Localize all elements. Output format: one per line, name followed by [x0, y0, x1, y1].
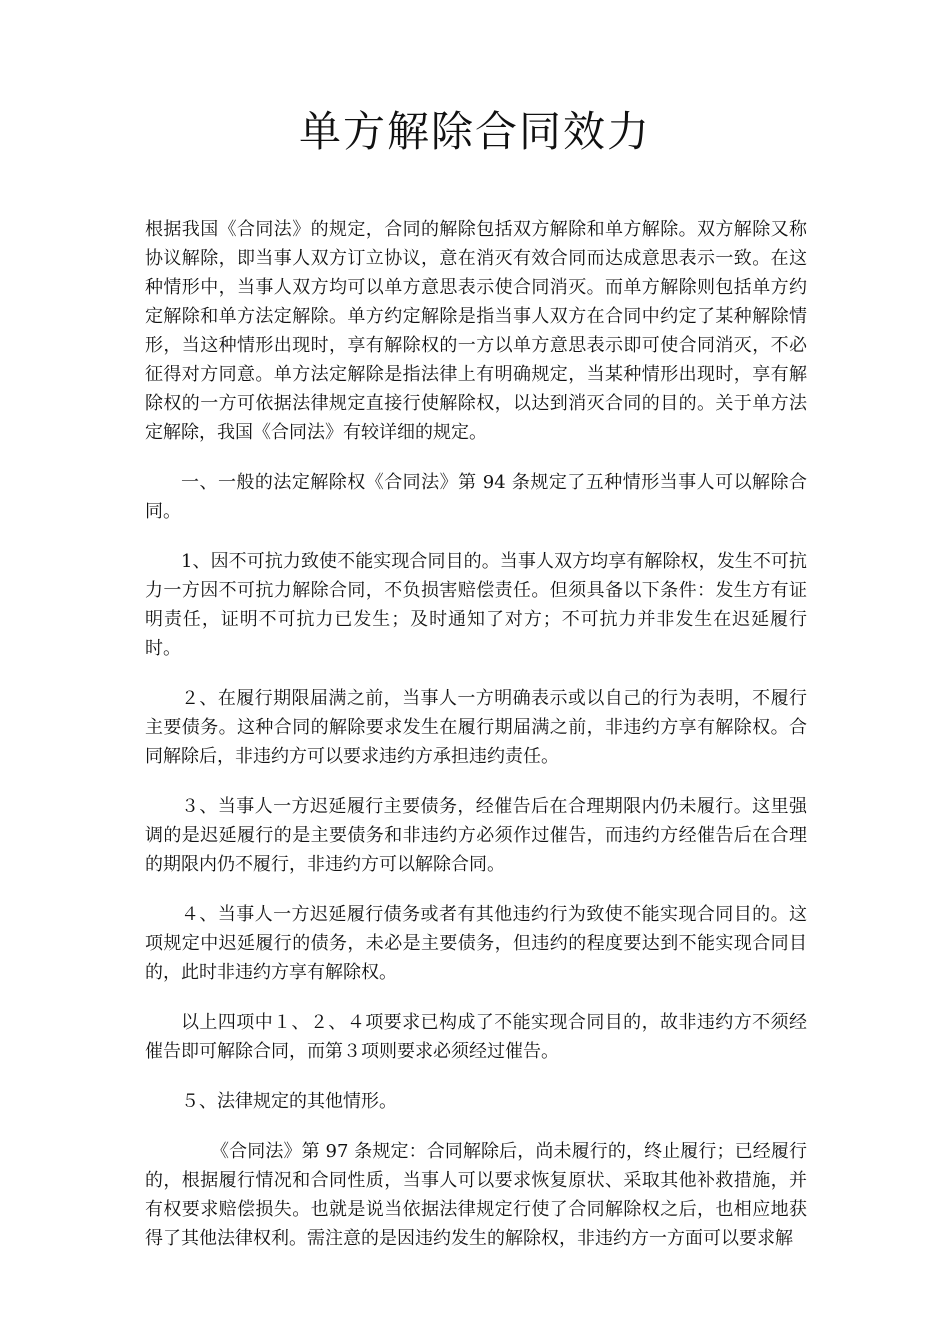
- document-body: [145, 215, 807, 1253]
- paragraph-item-5: ５、法律规定的其他情形。: [181, 1091, 397, 1112]
- paragraph-item-3: ３、当事人一方迟延履行主要债务，经催告后在合理期限内仍未履行。这里强调的是迟延履行的是主要债务和非违约方必须作过催告，而违约方经催告后在合理的期限内仍不履行，非违约方可以解除合同。: [145, 796, 807, 875]
- paragraph-section-one: 一、一般的法定解除权《合同法》第 94 条规定了五种情形当事人可以解除合同。: [145, 472, 807, 522]
- paragraph-summary: 以上四项中１、２、４项要求已构成了不能实现合同目的，故非违约方不须经催告即可解除合同，而第３项则要求必须经过催告。: [145, 1012, 807, 1062]
- paragraph-item-1: 1、因不可抗力致使不能实现合同目的。当事人双方均享有解除权，发生不可抗力一方因不可抗力解除合同，不负损害赔偿责任。但须具备以下条件：发生方有证明责任，证明不可抗力已发生；及时通知了对方；不可抗力并非发生在迟延履行时。: [145, 551, 807, 659]
- paragraph-article-97: 《合同法》第 97 条规定：合同解除后，尚未履行的，终止履行；已经履行的，根据履行情况和合同性质，当事人可以要求恢复原状、采取其他补救措施，并有权要求赔偿损失。也就是说当依据法律规定行使了合同解除权之后，也相应地获得了其他法律权利。需注意的是因违约发生的解除权，非违约方一方面可以要求解: [145, 1141, 807, 1249]
- paragraph-item-4: ４、当事人一方迟延履行债务或者有其他违约行为致使不能实现合同目的。这项规定中迟延履行的债务，未必是主要债务，但违约的程度要达到不能实现合同目的，此时非违约方享有解除权。: [145, 904, 807, 983]
- page-title: 单方解除合同效力: [298, 107, 651, 156]
- paragraph-intro: 根据我国《合同法》的规定，合同的解除包括双方解除和单方解除。双方解除又称协议解除，即当事人双方订立协议，意在消灭有效合同而达成意思表示一致。在这种情形中，当事人双方均可以单方意思表示使合同消灭。而单方解除则包括单方约定解除和单方法定解除。单方约定解除是指当事人双方在合同中约定了某种解除情形，当这种情形出现时，享有解除权的一方以单方意思表示即可使合同消灭，不必征得对方同意。单方法定解除是指法律上有明确规定，当某种情形出现时，享有解除权的一方可依据法律规定直接行使解除权，以达到消灭合同的目的。关于单方法定解除，我国《合同法》有较详细的规定。: [145, 219, 807, 443]
- paragraph-item-2: ２、在履行期限届满之前，当事人一方明确表示或以自己的行为表明，不履行主要债务。这种合同的解除要求发生在履行期届满之前，非违约方享有解除权。合同解除后，非违约方可以要求违约方承担违约责任。: [145, 688, 807, 767]
